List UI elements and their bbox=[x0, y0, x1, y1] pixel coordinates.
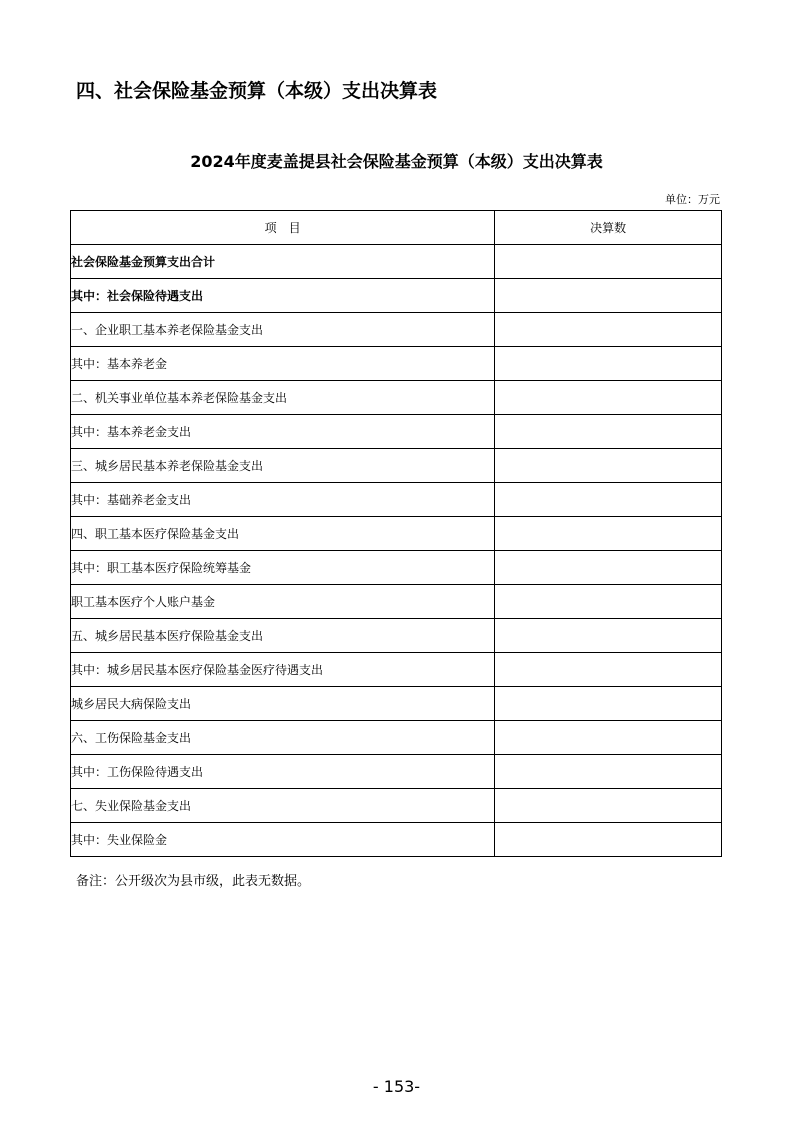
table-row bbox=[71, 823, 722, 857]
page-number: - 153- bbox=[372, 1077, 421, 1096]
row-value bbox=[495, 415, 722, 449]
row-label: 其中：城乡居民基本医疗保险基金医疗待遇支出 bbox=[71, 653, 495, 687]
row-label: 城乡居民大病保险支出 bbox=[71, 687, 495, 721]
row-value bbox=[495, 517, 722, 551]
table-row bbox=[71, 245, 722, 279]
row-value bbox=[495, 653, 722, 687]
table-title: 2024年度麦盖提县社会保险基金预算（本级）支出决算表 bbox=[190, 152, 603, 171]
table-row bbox=[71, 619, 722, 653]
table-row bbox=[71, 721, 722, 755]
row-value bbox=[495, 347, 722, 381]
table-row bbox=[71, 279, 722, 313]
table-header-row bbox=[71, 211, 722, 245]
row-value bbox=[495, 381, 722, 415]
row-value bbox=[495, 619, 722, 653]
table-row bbox=[71, 517, 722, 551]
row-value bbox=[495, 449, 722, 483]
row-label: 二、机关事业单位基本养老保险基金支出 bbox=[71, 381, 495, 415]
row-value bbox=[495, 245, 722, 279]
row-value bbox=[495, 721, 722, 755]
row-value bbox=[495, 585, 722, 619]
expenditure-table bbox=[70, 210, 722, 857]
table-row bbox=[71, 551, 722, 585]
section-title: 四、社会保险基金预算（本级）支出决算表 bbox=[76, 80, 438, 102]
table-row bbox=[71, 483, 722, 517]
row-label: 其中：职工基本医疗保险统筹基金 bbox=[71, 551, 495, 585]
row-value bbox=[495, 755, 722, 789]
row-value bbox=[495, 313, 722, 347]
row-label: 其中：失业保险金 bbox=[71, 823, 495, 857]
table-row bbox=[71, 415, 722, 449]
table-row bbox=[71, 449, 722, 483]
row-value bbox=[495, 483, 722, 517]
table-row bbox=[71, 653, 722, 687]
row-label: 四、职工基本医疗保险基金支出 bbox=[71, 517, 495, 551]
row-label: 社会保险基金预算支出合计 bbox=[71, 245, 495, 279]
row-label: 其中：社会保险待遇支出 bbox=[71, 279, 495, 313]
row-value bbox=[495, 789, 722, 823]
row-value bbox=[495, 551, 722, 585]
table-row bbox=[71, 585, 722, 619]
table-row bbox=[71, 381, 722, 415]
row-label: 五、城乡居民基本医疗保险基金支出 bbox=[71, 619, 495, 653]
row-value bbox=[495, 687, 722, 721]
row-label: 其中：基本养老金支出 bbox=[71, 415, 495, 449]
row-value bbox=[495, 823, 722, 857]
table-row bbox=[71, 755, 722, 789]
row-label: 其中：工伤保险待遇支出 bbox=[71, 755, 495, 789]
row-label: 其中：基本养老金 bbox=[71, 347, 495, 381]
row-label: 六、工伤保险基金支出 bbox=[71, 721, 495, 755]
unit-label: 单位：万元 bbox=[665, 193, 720, 206]
row-value bbox=[495, 279, 722, 313]
row-label: 七、失业保险基金支出 bbox=[71, 789, 495, 823]
row-label: 三、城乡居民基本养老保险基金支出 bbox=[71, 449, 495, 483]
row-label: 其中：基础养老金支出 bbox=[71, 483, 495, 517]
row-label: 一、企业职工基本养老保险基金支出 bbox=[71, 313, 495, 347]
table-row bbox=[71, 687, 722, 721]
column-header-amount: 决算数 bbox=[495, 211, 722, 245]
footnote: 备注：公开级次为县市级，此表无数据。 bbox=[76, 874, 311, 889]
row-label: 职工基本医疗个人账户基金 bbox=[71, 585, 495, 619]
table-row bbox=[71, 313, 722, 347]
column-header-item: 项 目 bbox=[71, 211, 495, 245]
table-row bbox=[71, 347, 722, 381]
table-row bbox=[71, 789, 722, 823]
